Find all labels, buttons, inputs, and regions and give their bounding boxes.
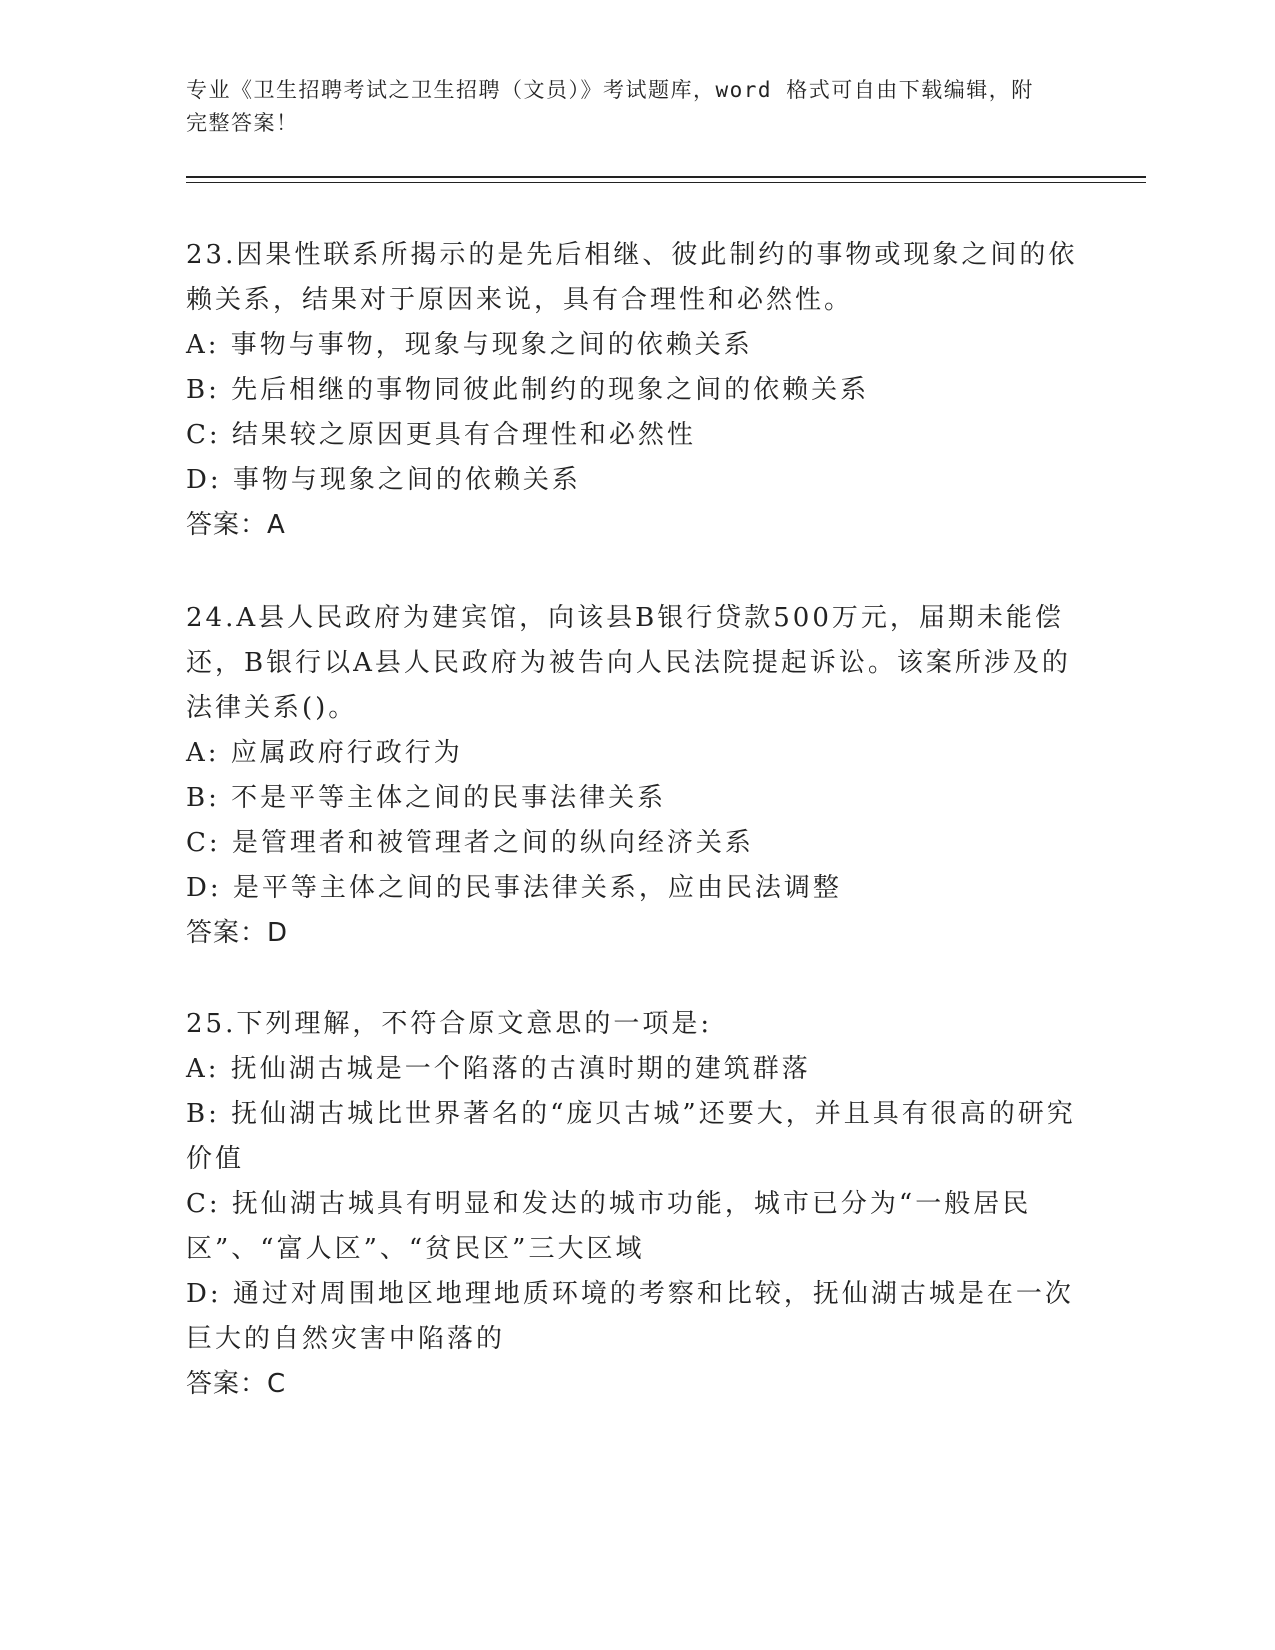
option-c: C: 结果较之原因更具有合理性和必然性 [186,420,696,450]
question-stem: 25.下列理解，不符合原文意思的一项是: [186,1009,713,1039]
header-rule-thin [186,182,1146,183]
option-b: B: 先后相继的事物同彼此制约的现象之间的依赖关系 [186,375,870,405]
option-b: B: 抚仙湖古城比世界著名的“庞贝古城”还要大，并且具有很高的研究价值 [186,1099,1076,1174]
question-25 [186,1002,1086,1407]
option-c: C: 是管理者和被管理者之间的纵向经济关系 [186,828,754,858]
question-23 [186,233,1086,548]
option-b: B: 不是平等主体之间的民事法律关系 [186,783,667,813]
option-c: C: 抚仙湖古城具有明显和发达的城市功能，城市已分为“一般居民区”、“富人区”、“贫民区”三大区域 [186,1189,1032,1264]
answer: 答案：A [186,510,286,540]
option-d: D: 事物与现象之间的依赖关系 [186,465,581,495]
option-d: D: 是平等主体之间的民事法律关系，应由民法调整 [186,873,842,903]
answer: 答案：D [186,918,289,948]
option-a: A: 应属政府行政行为 [186,738,463,768]
option-d: D: 通过对周围地区地理地质环境的考察和比较，抚仙湖古城是在一次巨大的自然灾害中陷落的 [186,1279,1074,1354]
question-stem: 24.A县人民政府为建宾馆，向该县B银行贷款500万元，届期未能偿还，B银行以A县人民政府为被告向人民法院提起诉讼。该案所涉及的法律关系()。 [186,603,1071,723]
question-24 [186,596,1086,956]
option-a: A: 事物与事物，现象与现象之间的依赖关系 [186,330,753,360]
answer: 答案：C [186,1369,287,1399]
question-stem: 23.因果性联系所揭示的是先后相继、彼此制约的事物或现象之间的依赖关系，结果对于原因来说，具有合理性和必然性。 [186,240,1078,315]
document-header: 专业《卫生招聘考试之卫生招聘（文员）》考试题库，word 格式可自由下载编辑，附完整答案！ [186,78,1034,135]
header-rule-thick [186,176,1146,178]
option-a: A: 抚仙湖古城是一个陷落的古滇时期的建筑群落 [186,1054,811,1084]
